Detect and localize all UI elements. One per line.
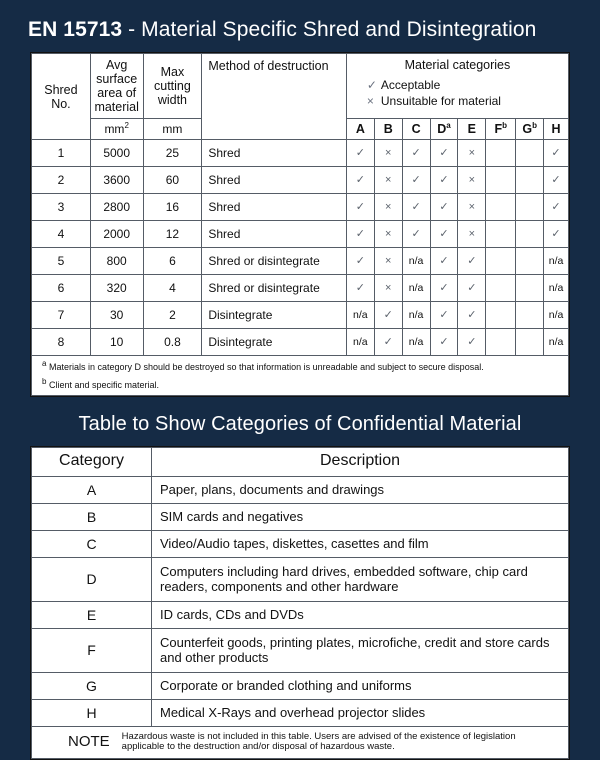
check-icon: ✓ <box>402 167 430 194</box>
cell-category-f <box>486 194 516 221</box>
cell-category-f <box>486 248 516 275</box>
table-row <box>32 275 569 302</box>
cell-category-description: Video/Audio tapes, diskettes, casettes and film <box>152 531 569 558</box>
cell-category-description: Corporate or branded clothing and uniforms <box>152 673 569 700</box>
cell-category-letter: B <box>32 504 152 531</box>
cell-category-g <box>516 302 544 329</box>
cross-icon: × <box>374 248 402 275</box>
footnote <box>42 378 560 390</box>
categories-table-wrapper <box>30 446 570 760</box>
cell-category-f <box>486 302 516 329</box>
cell-category-letter: G <box>32 673 152 700</box>
cell-category-h: n/a <box>544 275 569 302</box>
cell-method-of-destruction: Shred or disintegrate <box>202 248 347 275</box>
table-row <box>32 700 569 727</box>
cell-method-of-destruction: Shred <box>202 194 347 221</box>
cross-icon: × <box>458 140 486 167</box>
cell-category-c: n/a <box>402 275 430 302</box>
footnote <box>42 360 560 372</box>
unit-width: mm <box>143 119 202 140</box>
cell-category-letter: C <box>32 531 152 558</box>
check-icon: ✓ <box>544 140 569 167</box>
cell-category-description: Paper, plans, documents and drawings <box>152 477 569 504</box>
header-material-categories <box>346 54 568 119</box>
check-icon: ✓ <box>544 167 569 194</box>
cell-category-c: n/a <box>402 329 430 356</box>
note-cell <box>32 727 569 759</box>
header-description-column: Description <box>152 448 569 477</box>
unit-area-exponent: 2 <box>124 121 129 130</box>
header-shred-no: Shred No. <box>32 54 91 140</box>
cell-shred-no: 1 <box>32 140 91 167</box>
table-row <box>32 194 569 221</box>
header-category-b: B <box>374 119 402 140</box>
cell-category-letter: H <box>32 700 152 727</box>
header-category-h: H <box>544 119 569 140</box>
check-icon: ✓ <box>374 329 402 356</box>
table-row <box>32 477 569 504</box>
header-category-c: C <box>402 119 430 140</box>
cell-category-description: ID cards, CDs and DVDs <box>152 602 569 629</box>
table2-note-row <box>32 727 569 759</box>
footnote-text: Client and specific material. <box>46 379 160 390</box>
table-row <box>32 602 569 629</box>
header-category-a: A <box>346 119 374 140</box>
cell-max-cutting-width: 2 <box>143 302 202 329</box>
check-icon: ✓ <box>430 140 458 167</box>
legend-unsuitable-label: Unsuitable for material <box>380 94 501 109</box>
table2-header-row <box>32 448 569 477</box>
header-category-e: E <box>458 119 486 140</box>
cell-shred-no: 2 <box>32 167 91 194</box>
cell-method-of-destruction: Disintegrate <box>202 302 347 329</box>
note-label: NOTE <box>68 733 110 751</box>
check-icon: ✓ <box>346 275 374 302</box>
cell-shred-no: 3 <box>32 194 91 221</box>
footnote-marker-b-g: b <box>532 121 537 131</box>
header-category-column: Category <box>32 448 152 477</box>
cell-max-cutting-width: 12 <box>143 221 202 248</box>
cell-category-g <box>516 167 544 194</box>
table1-footnotes-row <box>32 356 569 396</box>
cross-icon: × <box>366 94 374 109</box>
check-icon: ✓ <box>430 302 458 329</box>
cell-category-letter: D <box>32 558 152 602</box>
cell-method-of-destruction: Disintegrate <box>202 329 347 356</box>
footnote-text: Materials in category D should be destroyed so that information is unreadable and subject to secure disposal. <box>46 362 484 373</box>
footnote-marker-b-f: b <box>502 121 507 131</box>
cross-icon: × <box>374 167 402 194</box>
table1-header-row-main <box>32 54 569 119</box>
check-icon: ✓ <box>346 194 374 221</box>
table-row <box>32 248 569 275</box>
header-category-d: $D^a$ <box>430 119 458 140</box>
cell-avg-surface-area: 10 <box>90 329 143 356</box>
material-categories-title: Material categories <box>404 58 511 72</box>
cross-icon: × <box>458 221 486 248</box>
section2-title: Table to Show Categories of Confidential Material <box>78 413 522 436</box>
cell-category-g <box>516 221 544 248</box>
footnote-marker: a <box>42 359 47 369</box>
cell-category-h: n/a <box>544 248 569 275</box>
check-icon: ✓ <box>458 302 486 329</box>
cell-avg-surface-area: 800 <box>90 248 143 275</box>
cell-category-f <box>486 275 516 302</box>
check-icon: ✓ <box>544 194 569 221</box>
check-icon: ✓ <box>458 275 486 302</box>
cell-category-letter: E <box>32 602 152 629</box>
table-row <box>32 558 569 602</box>
cell-category-letter: A <box>32 477 152 504</box>
table-row <box>32 531 569 558</box>
cell-shred-no: 7 <box>32 302 91 329</box>
header-category-g: $G^b$ <box>516 119 544 140</box>
cross-icon: × <box>374 194 402 221</box>
cell-max-cutting-width: 25 <box>143 140 202 167</box>
section1-title-rest: - Material Specific Shred and Disintegration <box>122 18 537 41</box>
cell-category-c: n/a <box>402 248 430 275</box>
cell-category-a: n/a <box>346 329 374 356</box>
check-icon: ✓ <box>346 248 374 275</box>
confidential-material-categories-table <box>31 447 569 759</box>
cell-category-description: Medical X-Rays and overhead projector slides <box>152 700 569 727</box>
cross-icon: × <box>458 194 486 221</box>
table-row <box>32 329 569 356</box>
cross-icon: × <box>458 167 486 194</box>
check-icon: ✓ <box>374 302 402 329</box>
cell-avg-surface-area: 3600 <box>90 167 143 194</box>
cell-category-letter: F <box>32 629 152 673</box>
cell-category-description: SIM cards and negatives <box>152 504 569 531</box>
check-icon: ✓ <box>430 221 458 248</box>
check-icon: ✓ <box>366 78 377 92</box>
standard-code: EN 15713 <box>28 18 123 41</box>
cell-shred-no: 4 <box>32 221 91 248</box>
cell-avg-surface-area: 5000 <box>90 140 143 167</box>
footnote-marker-a: a <box>446 121 451 131</box>
cell-category-f <box>486 221 516 248</box>
header-method-of-destruction: Method of destruction <box>202 54 347 140</box>
legend-acceptable <box>353 77 562 93</box>
check-icon: ✓ <box>346 167 374 194</box>
cell-category-h: n/a <box>544 302 569 329</box>
check-icon: ✓ <box>402 194 430 221</box>
cell-method-of-destruction: Shred or disintegrate <box>202 275 347 302</box>
cell-method-of-destruction: Shred <box>202 167 347 194</box>
cell-category-h: n/a <box>544 329 569 356</box>
note-text: Hazardous waste is not included in this table. Users are advised of the existence of legislation applicable to the destruction and/or disposal of hazardous waste. <box>121 731 516 753</box>
cell-category-g <box>516 248 544 275</box>
cell-category-f <box>486 329 516 356</box>
header-max-cutting-width: Max cutting width <box>143 54 202 119</box>
cell-max-cutting-width: 60 <box>143 167 202 194</box>
cell-shred-no: 5 <box>32 248 91 275</box>
unit-area: $mm^2$ <box>90 119 143 140</box>
table-row <box>32 504 569 531</box>
cross-icon: × <box>374 221 402 248</box>
cell-max-cutting-width: 4 <box>143 275 202 302</box>
cross-icon: × <box>374 275 402 302</box>
cell-method-of-destruction: Shred <box>202 140 347 167</box>
check-icon: ✓ <box>458 248 486 275</box>
check-icon: ✓ <box>346 221 374 248</box>
cell-avg-surface-area: 30 <box>90 302 143 329</box>
cell-avg-surface-area: 2000 <box>90 221 143 248</box>
check-icon: ✓ <box>430 167 458 194</box>
table-row <box>32 673 569 700</box>
cross-icon: × <box>374 140 402 167</box>
cell-category-g <box>516 194 544 221</box>
table-row <box>32 140 569 167</box>
table-row <box>32 302 569 329</box>
check-icon: ✓ <box>544 221 569 248</box>
cell-max-cutting-width: 16 <box>143 194 202 221</box>
cell-category-description: Counterfeit goods, printing plates, microfiche, credit and store cards and other products <box>152 629 569 673</box>
cell-avg-surface-area: 320 <box>90 275 143 302</box>
cell-category-description: Computers including hard drives, embedded software, chip card readers, components and other hardware <box>152 558 569 602</box>
check-icon: ✓ <box>430 248 458 275</box>
legend-acceptable-label: Acceptable <box>380 78 441 92</box>
header-avg-surface-area: Avg surface area of material <box>90 54 143 119</box>
cell-shred-no: 8 <box>32 329 91 356</box>
check-icon: ✓ <box>402 221 430 248</box>
legend-unsuitable <box>353 93 562 109</box>
cell-method-of-destruction: Shred <box>202 221 347 248</box>
table-row <box>32 221 569 248</box>
cell-category-f <box>486 167 516 194</box>
check-icon: ✓ <box>430 194 458 221</box>
check-icon: ✓ <box>430 329 458 356</box>
shred-table-wrapper <box>30 52 570 397</box>
table-row <box>32 167 569 194</box>
footnotes-cell <box>32 356 569 396</box>
cell-category-f <box>486 140 516 167</box>
cell-avg-surface-area: 2800 <box>90 194 143 221</box>
cell-category-c: n/a <box>402 302 430 329</box>
shred-specification-table <box>31 53 569 396</box>
cell-max-cutting-width: 0.8 <box>143 329 202 356</box>
cell-category-g <box>516 140 544 167</box>
cell-shred-no: 6 <box>32 275 91 302</box>
check-icon: ✓ <box>402 140 430 167</box>
check-icon: ✓ <box>458 329 486 356</box>
cell-max-cutting-width: 6 <box>143 248 202 275</box>
check-icon: ✓ <box>430 275 458 302</box>
header-category-f: $F^b$ <box>486 119 516 140</box>
check-icon: ✓ <box>346 140 374 167</box>
cell-category-a: n/a <box>346 302 374 329</box>
cell-category-g <box>516 275 544 302</box>
table-row <box>32 629 569 673</box>
footnote-marker: b <box>42 376 47 386</box>
cell-category-g <box>516 329 544 356</box>
section1-title <box>28 0 600 52</box>
